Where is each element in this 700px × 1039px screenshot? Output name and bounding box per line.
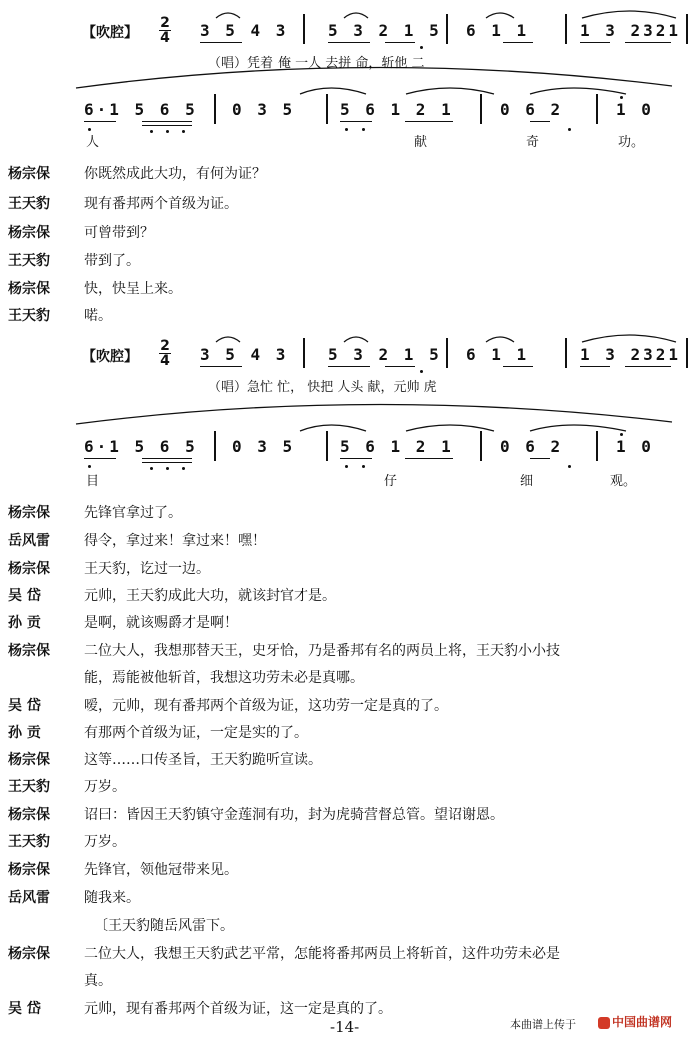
dialogue-line: 二位大人，我想那替天王，史牙恰，乃是番邦有名的两员上将，王天豹小小技 bbox=[84, 643, 560, 659]
dialogue-line: 有那两个首级为证，一定是实的了。 bbox=[84, 725, 308, 741]
speaker-name: 王天豹 bbox=[8, 196, 50, 212]
speaker-name: 岳风雷 bbox=[8, 890, 50, 906]
measure: 5 6 1 2 1 bbox=[340, 100, 454, 119]
lyric: 细 bbox=[520, 474, 534, 489]
measure: 1 3 2321 bbox=[580, 345, 682, 364]
speaker-name: 杨宗保 bbox=[8, 281, 50, 297]
tune-label: 【吹腔】 bbox=[82, 349, 138, 365]
speaker-name: 杨宗保 bbox=[8, 946, 50, 962]
speaker-name: 王天豹 bbox=[8, 308, 50, 324]
measure: 0 6 2 bbox=[500, 100, 564, 119]
measure: 6 1 1 bbox=[466, 345, 530, 364]
measure: 6·1 5 6 5 bbox=[84, 100, 198, 119]
dialogue-line: 现有番邦两个首级为证。 bbox=[84, 196, 238, 212]
speaker-name: 杨宗保 bbox=[8, 225, 50, 241]
dialogue-line: 王天豹，讫过一边。 bbox=[84, 561, 210, 577]
dialogue-line: 这等……口传圣旨，王天豹跪听宣读。 bbox=[84, 752, 322, 768]
speaker-name: 王天豹 bbox=[8, 253, 50, 269]
dialogue-line: 你既然成此大功，有何为证？ bbox=[84, 166, 266, 182]
time-signature: 2 4 bbox=[160, 338, 170, 369]
lyric: 仔 bbox=[384, 474, 398, 489]
dialogue-line: 元帅，王天豹成此大功，就该封官才是。 bbox=[84, 588, 336, 604]
page-number: -14- bbox=[330, 1018, 360, 1036]
speaker-name: 杨宗保 bbox=[8, 752, 50, 768]
dialogue-line: 二位大人，我想王天豹武艺平常，怎能将番邦两员上将斩首，这件功劳未必是 bbox=[84, 946, 560, 962]
lyric: 人 bbox=[86, 135, 100, 150]
measure: 5 3 2 1 5 bbox=[328, 21, 442, 40]
dialogue-line-continued: 真。 bbox=[84, 973, 112, 989]
site-logo-text: 中国曲谱网 bbox=[612, 1015, 673, 1029]
lyric: 献 bbox=[414, 135, 428, 150]
dialogue-line: 可曾带到？ bbox=[84, 225, 154, 241]
lyric: 俺 一人 去拼 命，斩他 二 bbox=[278, 56, 425, 71]
dialogue-line: 万岁。 bbox=[84, 834, 126, 850]
speaker-name: 杨宗保 bbox=[8, 643, 50, 659]
speaker-name: 吴 岱 bbox=[8, 1001, 41, 1017]
site-logo bbox=[598, 1013, 672, 1030]
speaker-name: 孙 贡 bbox=[8, 725, 41, 741]
measure: 6·1 5 6 5 bbox=[84, 437, 198, 456]
dialogue-line: 先锋官，领他冠带来见。 bbox=[84, 862, 238, 878]
speaker-name: 孙 贡 bbox=[8, 615, 41, 631]
speaker-name: 王天豹 bbox=[8, 834, 50, 850]
logo-mark-icon bbox=[598, 1017, 610, 1029]
lyric: （唱）急忙 忙， 快把 人头 献，元帅 虎 bbox=[208, 380, 437, 395]
dialogue-line: 诏曰：皆因王天豹镇守金莲洞有功，封为虎骑营督总管。望诏谢恩。 bbox=[84, 807, 504, 823]
speaker-name: 岳风雷 bbox=[8, 533, 50, 549]
lyric: 奇 bbox=[526, 135, 540, 150]
measure: 1 0 bbox=[616, 437, 654, 456]
speaker-name: 杨宗保 bbox=[8, 561, 50, 577]
speaker-name: 杨宗保 bbox=[8, 166, 50, 182]
measure: 6 1 1 bbox=[466, 21, 530, 40]
upload-note: 本曲谱上传于 bbox=[510, 1018, 576, 1031]
speaker-name: 吴 岱 bbox=[8, 698, 41, 714]
dialogue-line: 得令，拿过来！拿过来！嘿！ bbox=[84, 533, 266, 549]
dialogue-line: 喏。 bbox=[84, 308, 112, 324]
dialogue-line-continued: 能，焉能被他斩首，我想这功劳未必是真哪。 bbox=[84, 670, 364, 686]
measure: 1 0 bbox=[616, 100, 654, 119]
measure: 5 6 1 2 1 bbox=[340, 437, 454, 456]
dialogue-line: 是啊，就该赐爵才是啊！ bbox=[84, 615, 238, 631]
dialogue-line: 带到了。 bbox=[84, 253, 140, 269]
time-signature: 2 4 bbox=[160, 15, 170, 46]
measure: 3 5 4 3 bbox=[200, 21, 289, 40]
dialogue-line: 先锋官拿过了。 bbox=[84, 505, 182, 521]
lyric: 观。 bbox=[610, 474, 637, 489]
lyric: 目 bbox=[86, 474, 100, 489]
speaker-name: 杨宗保 bbox=[8, 505, 50, 521]
dialogue-line: 嗳，元帅，现有番邦两个首级为证，这功劳一定是真的了。 bbox=[84, 698, 448, 714]
dialogue-line: 随我来。 bbox=[84, 890, 140, 906]
measure: 3 5 4 3 bbox=[200, 345, 289, 364]
speaker-name: 杨宗保 bbox=[8, 807, 50, 823]
stage-direction: 〔王天豹随岳风雷下。 bbox=[94, 918, 234, 934]
measure: 0 6 2 bbox=[500, 437, 564, 456]
measure: 5 3 2 1 5 bbox=[328, 345, 442, 364]
lyric: （唱）凭着 bbox=[208, 56, 274, 71]
speaker-name: 吴 岱 bbox=[8, 588, 41, 604]
speaker-name: 王天豹 bbox=[8, 779, 50, 795]
dialogue-line: 元帅，现有番邦两个首级为证，这一定是真的了。 bbox=[84, 1001, 392, 1017]
dialogue-line: 万岁。 bbox=[84, 779, 126, 795]
tune-label: 【吹腔】 bbox=[82, 25, 138, 41]
lyric: 功。 bbox=[618, 135, 645, 150]
measure: 0 3 5 bbox=[232, 100, 296, 119]
dialogue-line: 快，快呈上来。 bbox=[84, 281, 182, 297]
speaker-name: 杨宗保 bbox=[8, 862, 50, 878]
measure: 1 3 2321 bbox=[580, 21, 682, 40]
measure: 0 3 5 bbox=[232, 437, 296, 456]
